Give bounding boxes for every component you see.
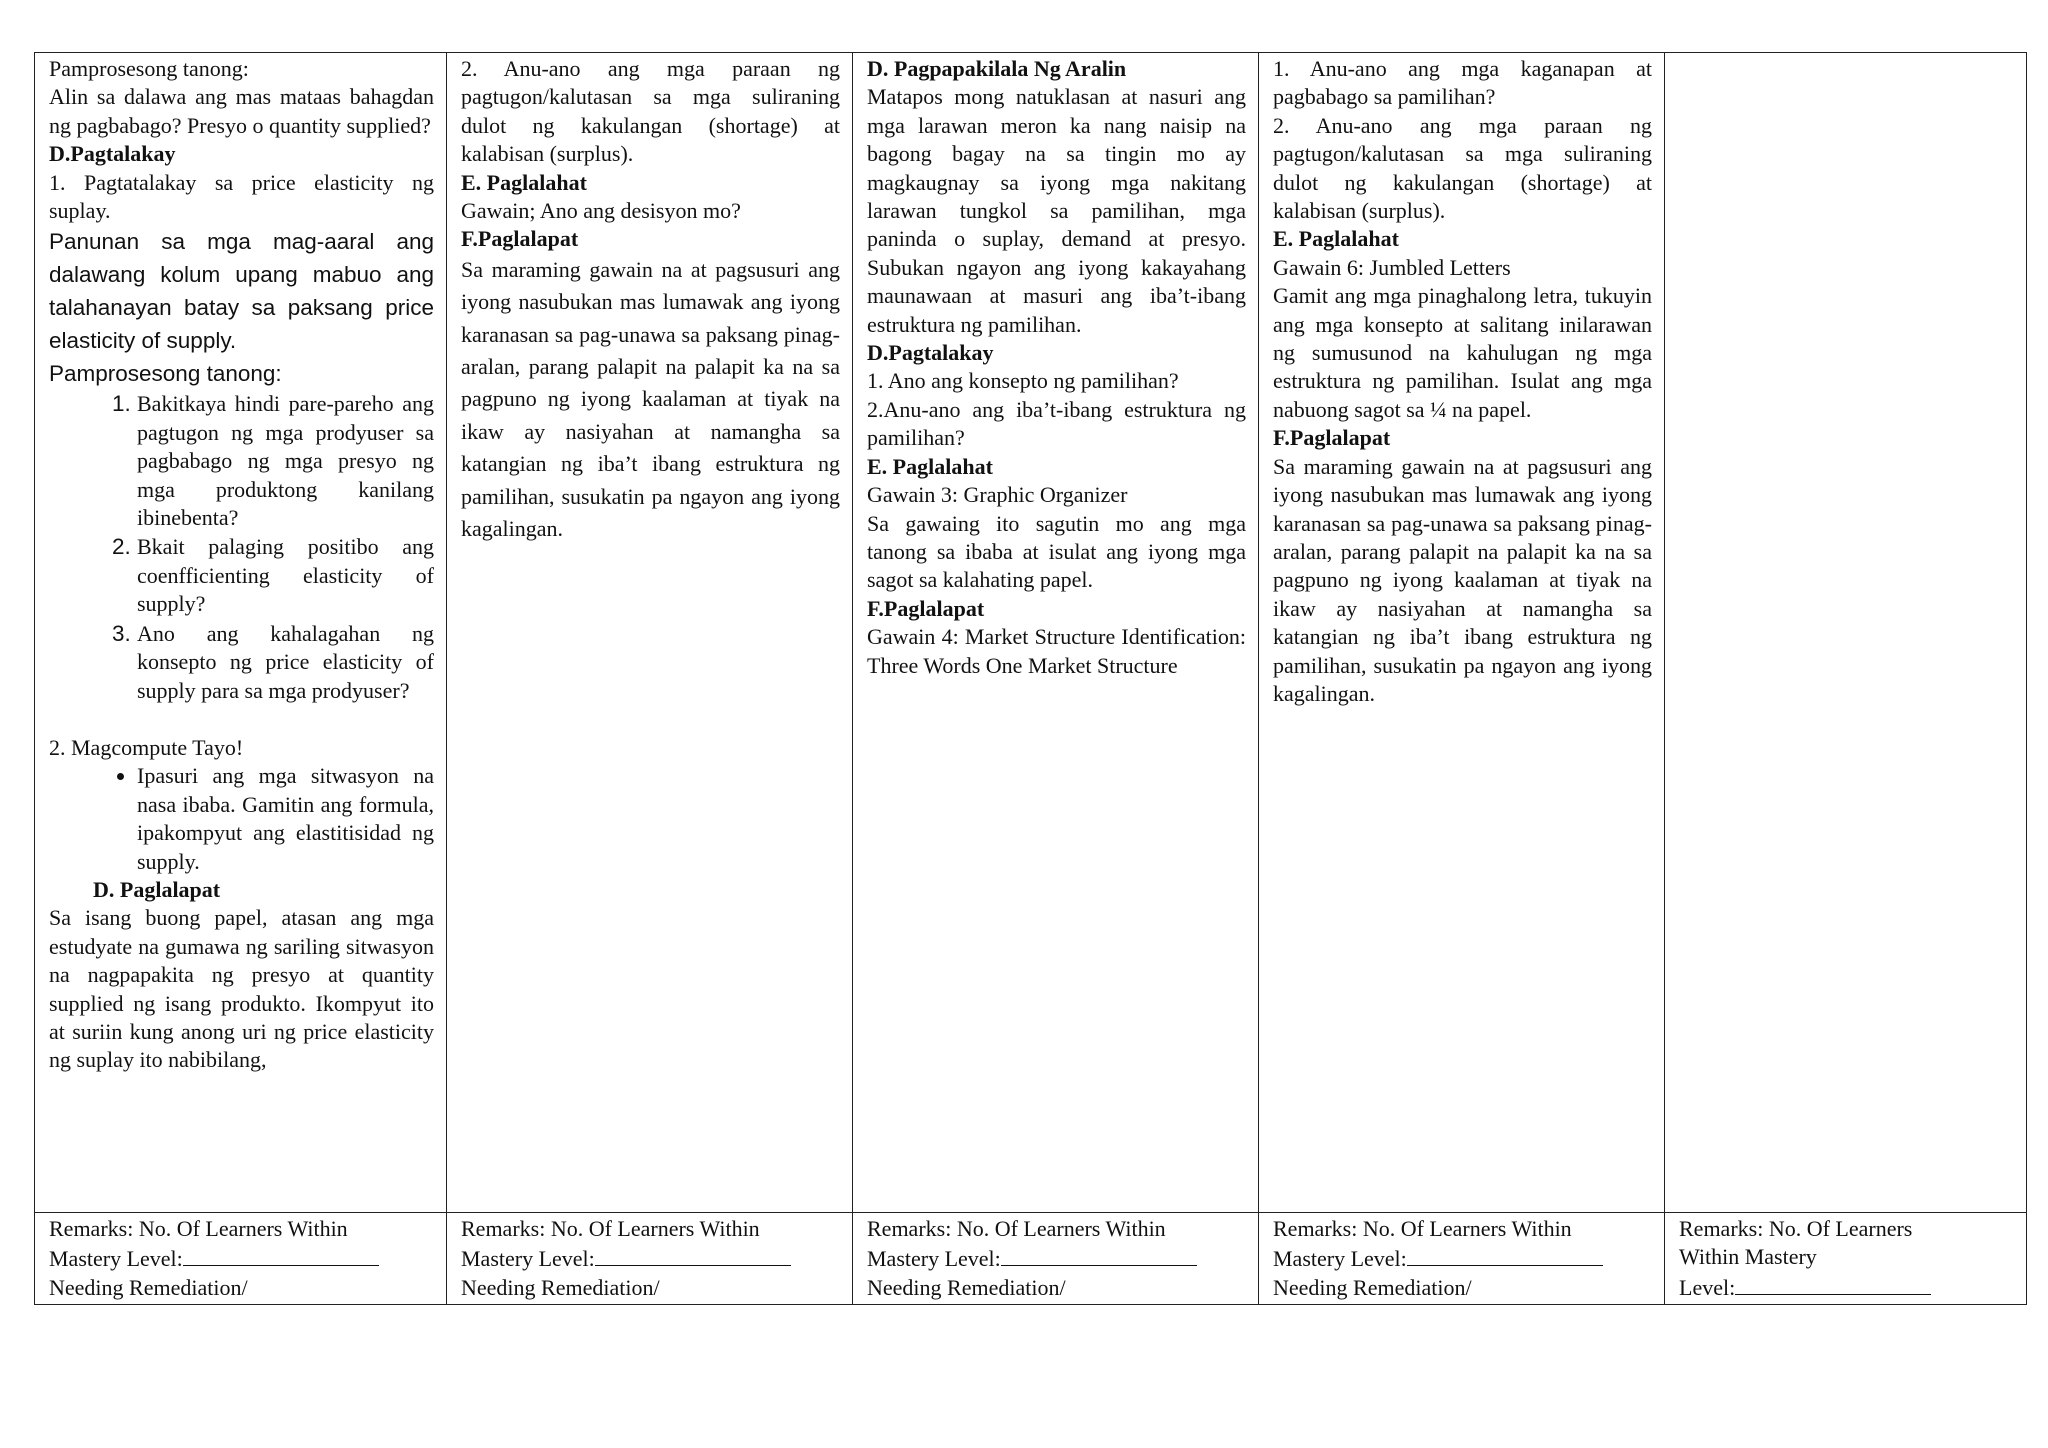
question-paragraph: 2. Anu-ano ang mga paraan ng pagtugon/kalutasan sa mga suliraning dulot ng kakulangan (shortage) at kalabisan (surplus).: [1273, 112, 1652, 224]
application-heading: F.Paglalapat: [461, 226, 579, 252]
remarks-cell: Remarks: No. Of Learners Within Mastery Level: Needing Remediation/: [35, 1213, 447, 1305]
fill-in-blank: [595, 1243, 791, 1266]
generalization-heading: E. Paglalahat: [461, 169, 587, 195]
lesson-content-row: [35, 53, 2027, 1213]
instruction-paragraph: Panunan sa mga mag-aaral ang dalawang kolum upang mabuo ang talahanayan batay sa paksang price elasticity of supply.: [49, 229, 434, 354]
lesson-plan-table: [34, 52, 2027, 1305]
activity-paragraph: Sa gawaing ito sagutin mo ang mga tanong sa ibaba at isulat ang iyong mga sagot sa kalahating papel.: [867, 510, 1246, 593]
fill-in-blank: [183, 1243, 379, 1266]
column-1-cell: [35, 53, 447, 1213]
generalization-heading: E. Paglalahat: [867, 453, 993, 479]
question-paragraph: 2. Anu-ano ang mga paraan ng pagtugon/kalutasan sa mga suliraning dulot ng kakulangan (shortage) at kalabisan (surplus).: [461, 56, 840, 167]
list-item: 2. Bkait palaging positibo ang coenfficienting elasticity of supply?: [137, 533, 434, 618]
question-paragraph: Alin sa dalawa ang mas mataas bahagdan ng pagbabago? Presyo o quantity supplied?: [49, 84, 434, 138]
activity-line: Gawain 3: Graphic Organizer: [867, 482, 1128, 508]
discussion-item: 2.Anu-ano ang iba’t-ibang estruktura ng pamilihan?: [867, 396, 1246, 451]
fill-in-blank: [1735, 1272, 1931, 1295]
remarks-cell: Remarks: No. Of Learners Within Mastery Level:: [1665, 1213, 2027, 1305]
application-paragraph: Sa maraming gawain na at pagsusuri ang iyong nasubukan mas lumawak ang iyong karanasan sa pag-unawa sa paksang pinag-aralan, parang palapit na palapit ka na sa pagpuno ng iyong kaalaman at tiyak na ikaw ay nasiyahan at namangha sa katangian ng iba’t ibang estruktura ng pamilihan, susukatin pa ngayon ang iyong kagalingan.: [1273, 453, 1652, 706]
question-paragraph: 1. Anu-ano ang mga kaganapan at pagbabago sa pamilihan?: [1273, 56, 1652, 110]
remarks-row: [35, 1213, 2027, 1305]
column-5-cell: [1665, 53, 2027, 1213]
activity-bullets: [49, 762, 434, 876]
application-heading: F.Paglalapat: [867, 595, 985, 621]
application-heading: D. Paglalapat: [93, 876, 221, 902]
list-item: 1. Bakitkaya hindi pare-pareho ang pagtugon ng mga prodyuser sa pagbabago ng mga presyo ng mga produktong kanilang ibinebenta?: [137, 390, 434, 532]
processing-questions-list: [49, 390, 434, 704]
remarks-cell: Remarks: No. Of Learners Within Mastery Level: Needing Remediation/: [853, 1213, 1259, 1305]
list-item: • Ipasuri ang mga sitwasyon na nasa ibaba. Gamitin ang formula, ipakompyut ang elastitisidad ng supply.: [137, 762, 434, 876]
fill-in-blank: [1001, 1243, 1197, 1266]
introduction-heading: D. Pagpapakilala Ng Aralin: [867, 56, 1127, 81]
remarks-cell: Remarks: No. Of Learners Within Mastery Level: Needing Remediation/: [1259, 1213, 1665, 1305]
generalization-heading: E. Paglalahat: [1273, 226, 1399, 252]
activity-line: Gawain; Ano ang desisyon mo?: [461, 198, 741, 224]
column-4-cell: [1259, 53, 1665, 1213]
column-2-cell: [447, 53, 853, 1213]
application-heading: F.Paglalapat: [1273, 425, 1391, 451]
spacer: [49, 706, 434, 734]
column-3-cell: [853, 53, 1259, 1213]
discussion-item: 1. Ano ang konsepto ng pamilihan?: [867, 368, 1179, 394]
discussion-heading: D.Pagtalakay: [49, 141, 176, 167]
activity-paragraph: Gamit ang mga pinaghalong letra, tukuyin ang mga konsepto at salitang inilarawan ng sumusunod na kahulugan ng mga estruktura ng pamilihan. Isulat ang mga nabuong sagot sa ¼ na papel.: [1273, 283, 1652, 422]
discussion-heading: D.Pagtalakay: [867, 340, 994, 366]
discussion-item: 1. Pagtatalakay sa price elasticity ng suplay.: [49, 169, 434, 224]
remarks-cell: Remarks: No. Of Learners Within Mastery Level: Needing Remediation/: [447, 1213, 853, 1305]
activity-paragraph: Gawain 4: Market Structure Identification: Three Words One Market Structure: [867, 624, 1246, 678]
list-item: 3. Ano ang kahalagahan ng konsepto ng price elasticity of supply para sa mga prodyuser?: [137, 620, 434, 705]
application-paragraph: Sa maraming gawain na at pagsusuri ang iyong nasubukan mas lumawak ang iyong karanasan sa pag-unawa sa paksang pinag-aralan, parang palapit na palapit ka na sa pagpuno ng iyong kaalaman at tiyak na ikaw ay nasiyahan at namangha sa katangian ng iba’t ibang estruktura ng pamilihan, susukatin pa ngayon ang iyong kagalingan.: [461, 256, 840, 542]
activity-heading: 2. Magcompute Tayo!: [49, 734, 244, 760]
introduction-paragraph: Matapos mong natuklasan at nasuri ang mga larawan meron ka nang naisip na bagong bagay na sa tingin mo ay magkaugnay sa iyong mga nakitang larawan tungkol sa pamilihan, mga paninda o suplay, demand at presyo. Subukan ngayon ang iyong kakayahang maunawaan at masuri ang iba’t-ibang estruktura ng pamilihan.: [867, 84, 1246, 337]
processing-questions-label-2: Pamprosesong tanong:: [49, 361, 282, 387]
activity-line: Gawain 6: Jumbled Letters: [1273, 254, 1511, 280]
fill-in-blank: [1407, 1243, 1603, 1266]
processing-questions-label: Pamprosesong tanong:: [49, 56, 249, 81]
application-paragraph: Sa isang buong papel, atasan ang mga estudyate na gumawa ng sariling sitwasyon na nagpapakita ng presyo at quantity supplied ng isang produkto. Ikompyut ito at suriin kung anong uri ng price elasticity ng suplay ito nabibilang,: [49, 905, 434, 1073]
